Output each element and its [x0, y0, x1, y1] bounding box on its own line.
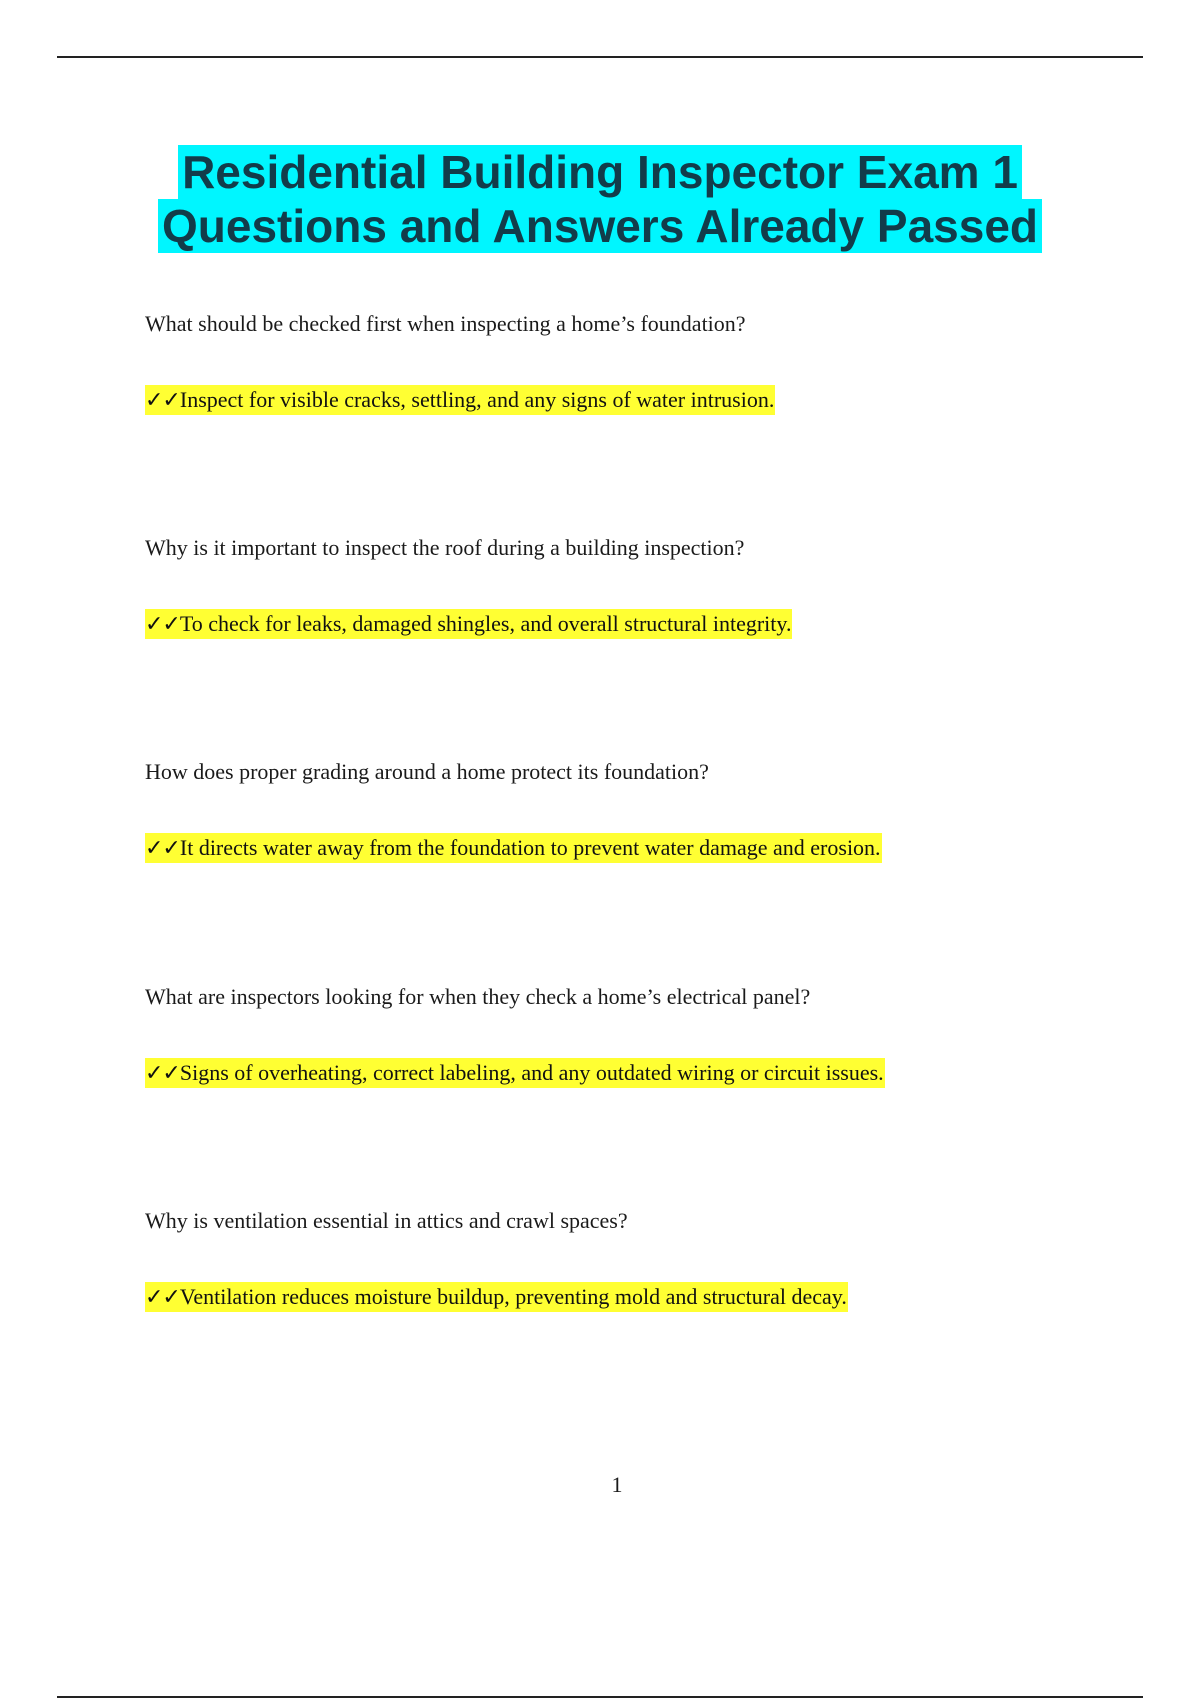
footer-rule: [57, 1696, 1143, 1698]
answer-text: [145, 1059, 1145, 1088]
answer-body: Ventilation reduces moisture buildup, preventing mold and structural decay.: [179, 1284, 847, 1309]
title-line-1: Residential Building Inspector Exam 1: [178, 145, 1022, 199]
double-checkmark-icon: ✓✓: [145, 1061, 180, 1086]
double-checkmark-icon: ✓✓: [145, 836, 180, 861]
qa-item-2: [145, 534, 1145, 639]
qa-item-1: [145, 310, 1145, 415]
header-rule: [57, 56, 1143, 58]
double-checkmark-icon: ✓✓: [145, 388, 180, 413]
answer-text: [145, 834, 1145, 863]
answer-body: It directs water away from the foundation to prevent water damage and erosion.: [179, 835, 881, 860]
qa-item-3: [145, 758, 1145, 863]
answer-text: [145, 386, 1145, 415]
answer-text: [145, 1283, 1145, 1312]
question-text: Why is it important to inspect the roof during a building inspection?: [145, 535, 745, 560]
answer-text: [145, 610, 1145, 639]
page-number: 1: [611, 1472, 623, 1497]
title-line-2: Questions and Answers Already Passed: [158, 199, 1042, 253]
question-text: What are inspectors looking for when they check a home’s electrical panel?: [145, 984, 811, 1009]
qa-item-4: [145, 983, 1145, 1088]
double-checkmark-icon: ✓✓: [145, 612, 180, 637]
answer-body: To check for leaks, damaged shingles, and overall structural integrity.: [179, 611, 792, 636]
answer-body: Signs of overheating, correct labeling, and any outdated wiring or circuit issues.: [179, 1060, 884, 1085]
question-text: How does proper grading around a home protect its foundation?: [145, 759, 709, 784]
document-title: [0, 145, 1200, 253]
double-checkmark-icon: ✓✓: [145, 1285, 180, 1310]
answer-body: Inspect for visible cracks, settling, and any signs of water intrusion.: [179, 387, 775, 412]
qa-item-5: [145, 1207, 1145, 1312]
question-text: Why is ventilation essential in attics and crawl spaces?: [145, 1208, 628, 1233]
question-text: What should be checked first when inspecting a home’s foundation?: [145, 311, 746, 336]
